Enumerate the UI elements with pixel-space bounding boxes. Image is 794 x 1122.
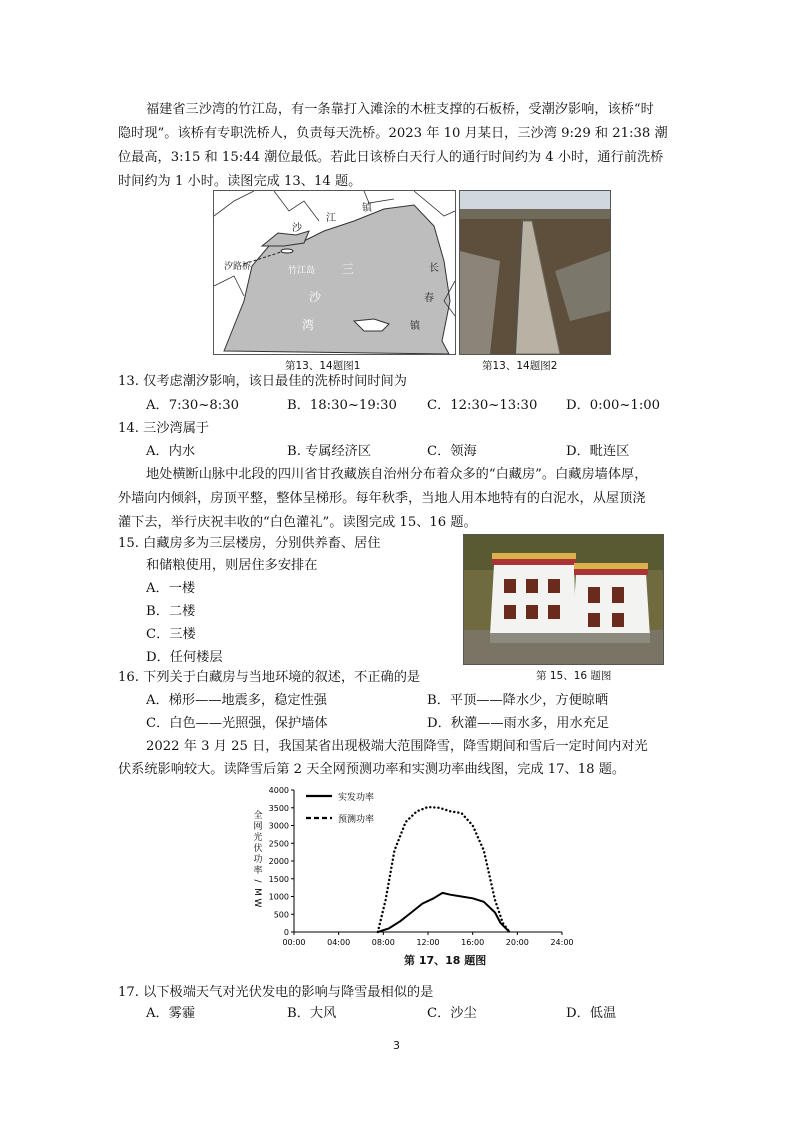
y-tick-label: 3000 [268,821,289,831]
map-label-sha2: 沙 [309,290,322,304]
y-tick-label: 3500 [268,803,289,813]
intro2-line3: 灌下去，举行庆祝丰收的“白色灌礼”。读图完成 15、16 题。 [118,515,477,530]
q13-option-a: A．7:30~8:30 [146,398,239,413]
x-tick-label: 16:00 [461,938,485,947]
map-label-zhen1: 镇 [362,203,372,214]
q14-stem: 14. 三沙湾属于 [118,421,210,436]
q15-stem-line2: 和储粮使用，则居住多安排在 [146,558,318,573]
q15-option-c: C．三楼 [146,627,196,642]
y-axis-label-char: 全 [253,811,263,821]
pv-power-chart [240,780,580,970]
y-tick-label: 1500 [268,874,289,884]
x-tick-label: 08:00 [371,938,395,947]
x-tick-label: 04:00 [327,938,351,947]
chart-series [378,807,510,932]
page-number: 3 [393,1039,400,1052]
intro3-line2: 伏系统影响较大。读降雪后第 2 天全网预测功率和实测功率曲线图，完成 17、18 题。 [118,762,626,777]
intro2-line1: 地处横断山脉中北段的四川省甘孜藏族自治州分布着众多的“白藏房”。白藏房墙体厚， [146,467,648,482]
chart-legend [306,791,374,825]
y-axis-label-char: W [252,898,262,908]
q13-stem: 13. 仅考虑潮汐影响，该日最佳的洗桥时间时间为 [118,374,407,389]
q17-option-d: D．低温 [566,1006,617,1021]
q15-option-d: D．任何楼层 [146,650,223,665]
house-caption: 第 15、16 题图 [536,670,612,682]
q15-option-a: A．一楼 [146,581,196,596]
chart-ticks [269,786,574,947]
q14-option-d: D．毗连区 [566,444,630,459]
map-caption: 第13、14题图1 [285,360,361,372]
q16-stem: 16. 下列关于白藏房与当地环境的叙述，不正确的是 [118,670,421,685]
x-tick-label: 12:00 [416,938,440,947]
map-label-sha: 沙 [292,223,302,234]
intro1-line2: 隐时现”。该桥有专职洗桥人，负责每天洗桥。2023 年 10 月某日，三沙湾 9:29 和 21:38 潮 [118,126,668,141]
q13-option-b: B．18:30~19:30 [287,398,397,413]
intro1-line1: 福建省三沙湾的竹江岛，有一条靠打入滩涂的木桩支撑的石板桥，受潮汐影响，该桥“时 [146,102,654,117]
q15-stem-line1: 15. 白藏房多为三层楼房，分别供养畜、居住 [118,536,381,551]
chart-caption: 第 17、18 题图 [404,954,487,967]
map-label-zhen2: 镇 [410,321,420,332]
map-label-wan: 湾 [302,318,315,332]
legend-label: 预测功率 [338,815,375,825]
map-label-bridge: 汐路桥 [224,262,252,272]
q16-option-d: D．秋灌——雨水多，用水充足 [427,716,610,731]
x-tick-label: 00:00 [282,938,306,947]
q17-option-a: A．雾霾 [146,1006,196,1021]
q17-stem: 17. 以下极端天气对光伏发电的影响与降雪最相似的是 [118,985,434,1000]
intro1-line4: 时间约为 1 小时。读图完成 13、14 题。 [118,174,362,189]
y-axis-label-char: 光 [253,833,263,843]
y-tick-label: 2000 [268,857,289,866]
intro3-line1: 2022 年 3 月 25 日，我国某省出现极端大范围降雪，降雪期间和雪后一定时间内对光 [146,739,648,754]
q16-option-c: C．白色——光照强，保护墙体 [146,716,328,731]
map-label-san: 三 [342,262,355,276]
white-tibetan-house-photo [463,534,664,665]
q17-option-b: B．大风 [287,1006,337,1021]
q13-option-c: C．12:30~13:30 [427,398,538,413]
series-line-actual [378,893,510,932]
q16-option-a: A．梯形——地震多，稳定性强 [146,693,327,708]
y-axis-label-char: 伏 [253,844,263,854]
chart-axes [294,790,562,932]
map-label-island: 竹江岛 [288,266,316,276]
intro2-line2: 外墙向内倾斜，房顶平整，整体呈梯形。每年秋季，当地人用本地特有的白泥水，从屋顶浇 [118,491,646,506]
map-label-chun: 春 [424,293,434,304]
y-tick-label: 500 [273,910,289,920]
y-tick-label: 2500 [268,839,289,849]
series-line-forecast [378,807,510,932]
y-axis-label-char: 功 [253,855,263,865]
y-axis-label-char: M [252,888,262,896]
q14-option-c: C．领海 [427,444,477,459]
y-axis-label-char: 率 [253,866,263,876]
map-label-chang: 长 [429,263,439,274]
q17-option-c: C．沙尘 [427,1006,477,1021]
intro1-line3: 位最高，3:15 和 15:44 潮位最低。若此日该桥白天行人的通行时间约为 4 小时，通行前洗桥 [118,150,664,165]
y-tick-label: 4000 [268,786,289,795]
q14-option-b: B. 专属经济区 [287,444,372,459]
photo-caption: 第13、14题图2 [482,360,558,372]
q15-option-b: B．二楼 [146,604,196,619]
y-axis-label [252,809,263,908]
y-tick-label: 1000 [268,892,289,902]
y-axis-label-char: 网 [253,822,263,832]
legend-label: 实发功率 [338,793,375,803]
y-axis-label-char: / [252,879,262,883]
x-tick-label: 24:00 [550,938,574,947]
stone-bridge-photo [459,190,611,355]
sansha-bay-map [213,190,456,355]
map-label-jiang: 江 [326,213,336,224]
q14-option-a: A．内水 [146,444,196,459]
y-tick-label: 0 [283,928,289,937]
q16-option-b: B．平顶——降水少，方便晾晒 [427,693,609,708]
x-tick-label: 20:00 [505,938,529,947]
q13-option-d: D．0:00~1:00 [566,398,661,413]
